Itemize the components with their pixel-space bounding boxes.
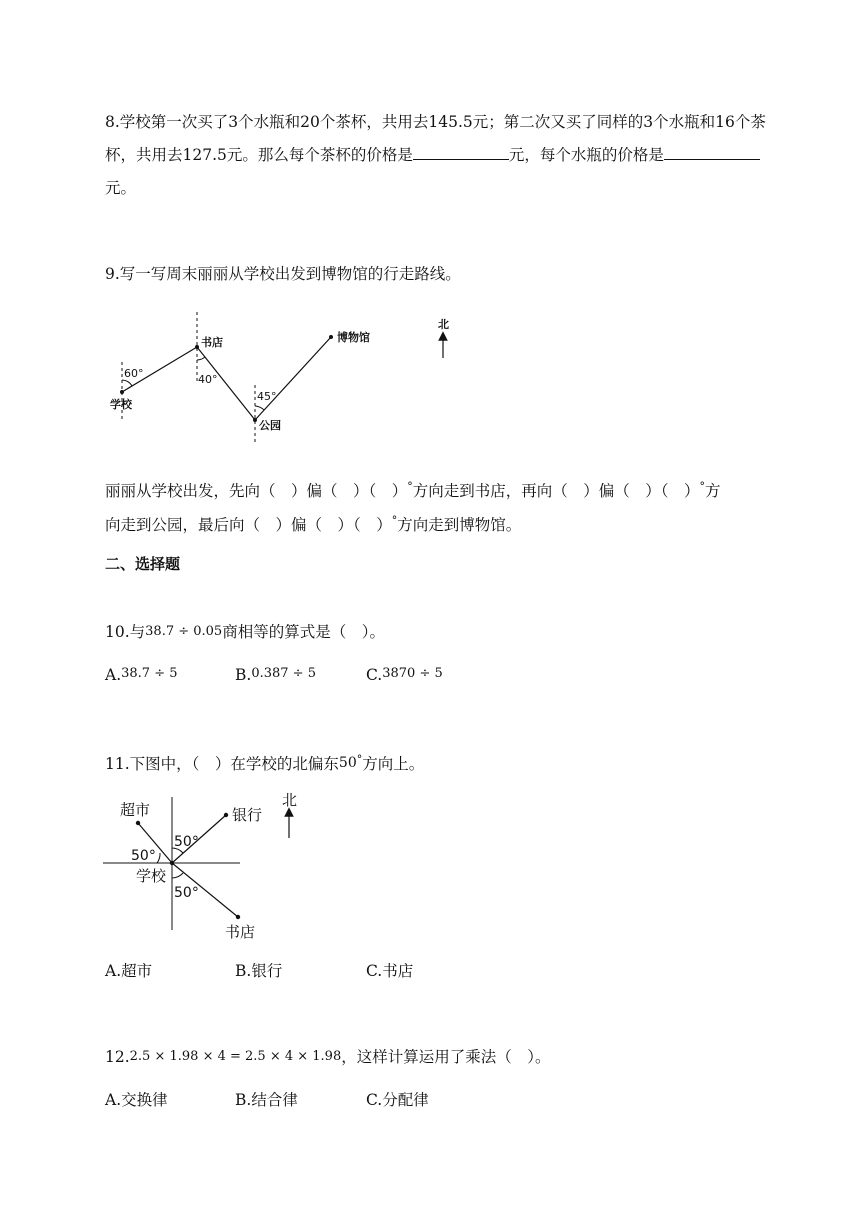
school-point	[120, 390, 124, 394]
q12-option-a[interactable]: A.交换律	[105, 1091, 168, 1109]
q8-line3: 元。	[105, 179, 137, 197]
q11-bookstore-point	[236, 915, 240, 919]
q11-school-label: 学校	[136, 867, 167, 885]
q9-answer-2a: 向走到公园，最后向（ ）偏（ ）（ ）	[105, 516, 392, 535]
bookstore-point	[195, 345, 199, 349]
museum-point	[329, 335, 333, 339]
q8-line1: 8.学校第一次买了3个水瓶和20个茶杯，共用去145.5元；第二次又买了同样的3个水瓶和16个茶	[105, 113, 766, 131]
q11-angle-label-2: 50°	[131, 848, 156, 864]
q11-stem-b: 方向上。	[362, 755, 425, 774]
bookstore-angle-label: 40°	[198, 373, 218, 386]
park-angle-arc	[255, 406, 264, 410]
q12-expr: 2.5 × 1.98 × 4 = 2.5 × 4 × 1.98	[129, 1049, 342, 1064]
q10-stem-b: 商相等的算式是（ ）。	[222, 623, 385, 641]
q9-answer-2b: 方向走到博物馆。	[397, 516, 522, 535]
deg-sign: °	[699, 480, 706, 493]
q12-stem	[105, 1047, 551, 1067]
q11-option-c[interactable]: C.书店	[366, 962, 414, 980]
q12-option-c[interactable]: C.分配律	[366, 1091, 429, 1109]
q11-bookstore-label: 书店	[225, 923, 256, 941]
q9-stem: 9.写一写周末丽丽从学校出发到博物馆的行走路线。	[105, 265, 461, 283]
q12-option-b[interactable]: B.结合律	[235, 1091, 298, 1109]
q10-option-b-expr: 0.387 ÷ 5	[251, 666, 316, 681]
q10-option-b[interactable]	[235, 664, 316, 685]
q11-arc-2	[157, 853, 160, 863]
q9-answer-line2	[105, 511, 521, 535]
q11-arc-3	[172, 873, 183, 878]
q12-num: 12.	[105, 1048, 130, 1066]
bookstore-label: 书店	[201, 336, 223, 349]
school-angle-arc	[122, 380, 132, 386]
q10-option-a-expr: 38.7 ÷ 5	[121, 666, 178, 681]
q9-answer-1a: 丽丽从学校出发，先向（ ）偏（ ）（ ）	[105, 482, 408, 501]
park-angle-label: 45°	[257, 390, 277, 403]
q8-line2-text-b: 元，每个水瓶的价格是	[508, 146, 664, 164]
deg-sign: °	[391, 514, 398, 527]
park-label: 公园	[259, 419, 281, 432]
q11-bank-point	[224, 813, 228, 817]
school-angle-label: 60°	[124, 367, 144, 380]
q8-line2-text-a: 杯，共用去127.5元。那么每个茶杯的价格是	[105, 146, 413, 164]
q11-supermarket-label: 超市	[120, 801, 151, 819]
q9-answer-line1	[105, 477, 721, 501]
q10-option-c[interactable]	[366, 664, 443, 685]
q10-stem	[105, 622, 385, 642]
bookstore-angle-arc	[197, 357, 205, 360]
q11-bank-label: 银行	[232, 806, 263, 824]
museum-label: 博物馆	[337, 331, 370, 344]
park-point	[253, 418, 257, 422]
q11-angle-label-1: 50°	[174, 834, 199, 850]
q10-stem-a: 10.与	[105, 623, 146, 641]
north-label-1: 北	[438, 318, 449, 331]
q11-stem-a: 11.下图中，（ ）在学校的北偏东	[105, 755, 339, 774]
q10-option-c-label: C.	[366, 666, 383, 684]
q11-num: 50	[338, 755, 357, 772]
deg-sign: °	[407, 480, 413, 493]
q11-option-a[interactable]: A.超市	[105, 962, 153, 980]
q11-supermarket-point	[136, 821, 140, 825]
q10-option-b-label: B.	[235, 666, 252, 684]
q11-option-b[interactable]: B.银行	[235, 962, 283, 980]
q10-option-a[interactable]	[105, 664, 178, 685]
q12-stem-text: ，这样计算运用了乘法（ ）。	[341, 1048, 551, 1066]
q10-option-a-label: A.	[105, 666, 122, 684]
deg-sign: °	[356, 753, 363, 766]
q11-stem	[105, 750, 424, 774]
q10-expr: 38.7 ÷ 0.05	[145, 624, 223, 639]
route-path	[122, 337, 331, 420]
q11-school-point	[170, 861, 174, 865]
q9-answer-1c: 方	[705, 482, 721, 501]
q9-answer-1b: 方向走到书店，再向（ ）偏（ ）（ ）	[412, 482, 700, 501]
north-label-2: 北	[282, 791, 298, 809]
q10-option-c-expr: 3870 ÷ 5	[382, 666, 443, 681]
q11-angle-label-3: 50°	[174, 885, 199, 901]
school-label: 学校	[110, 398, 132, 411]
section-title: 二、选择题	[105, 555, 181, 573]
